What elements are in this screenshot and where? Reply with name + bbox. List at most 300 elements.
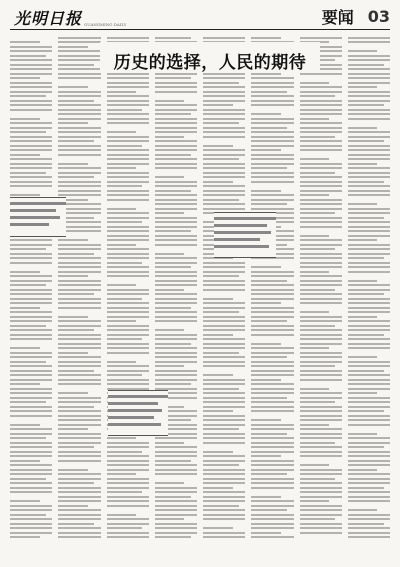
text-line: [155, 284, 197, 286]
text-line: [203, 343, 245, 345]
text-line: [107, 532, 149, 534]
text-line: [251, 91, 287, 93]
text-line: [300, 518, 336, 520]
text-line: [251, 397, 287, 399]
text-line: [155, 176, 185, 178]
text-line: [348, 487, 384, 489]
text-line: [10, 181, 52, 183]
text-line: [155, 244, 197, 246]
text-line: [107, 140, 149, 142]
text-line: [58, 361, 100, 363]
text-line: [300, 91, 342, 93]
text-line: [107, 527, 143, 529]
text-line: [300, 464, 330, 466]
text-line: [155, 320, 197, 322]
text-line: [348, 392, 378, 394]
text-line: [203, 104, 233, 106]
text-line: [10, 163, 52, 165]
text-line: [203, 91, 245, 93]
text-line: [107, 145, 143, 147]
text-line: [300, 491, 342, 493]
text-line: [251, 478, 293, 480]
text-line: [251, 145, 293, 147]
text-line: [58, 64, 94, 66]
text-line: [58, 239, 88, 241]
text-line: [251, 77, 293, 79]
text-line: [155, 77, 191, 79]
text-line: [58, 77, 100, 79]
text-line: [203, 289, 245, 291]
text-line: [107, 190, 149, 192]
text-line: [10, 131, 46, 133]
text-line: [203, 131, 245, 133]
text-line: [58, 185, 100, 187]
text-line: [58, 428, 88, 430]
text-line: [155, 100, 185, 102]
text-line: [155, 118, 197, 120]
quote-line: [10, 223, 49, 226]
text-line: [300, 370, 342, 372]
text-line: [155, 356, 197, 358]
text-line: [300, 136, 336, 138]
column-7: [300, 34, 342, 559]
text-line: [203, 127, 245, 129]
text-line: [10, 536, 40, 538]
text-line: [10, 374, 52, 376]
text-line: [107, 280, 149, 282]
text-line: [251, 415, 293, 417]
text-line: [348, 289, 390, 291]
text-line: [300, 230, 342, 232]
text-line: [251, 370, 293, 372]
text-line: [10, 154, 40, 156]
text-line: [10, 433, 52, 435]
text-line: [348, 208, 390, 210]
text-line: [10, 145, 52, 147]
text-line: [107, 239, 149, 241]
text-line: [251, 451, 293, 453]
text-line: [203, 37, 245, 39]
text-line: [10, 64, 52, 66]
text-line: [58, 496, 100, 498]
text-line: [300, 226, 342, 228]
text-line: [348, 226, 390, 228]
text-line: [203, 406, 245, 408]
text-line: [10, 172, 46, 174]
text-line: [300, 482, 342, 484]
text-line: [107, 284, 137, 286]
text-line: [58, 37, 100, 39]
page-number: 03: [367, 6, 390, 26]
text-line: [10, 442, 52, 444]
text-line: [58, 343, 100, 345]
text-line: [251, 158, 293, 160]
text-line: [348, 280, 378, 282]
text-line: [58, 419, 100, 421]
text-line: [251, 122, 293, 124]
text-line: [155, 226, 197, 228]
text-line: [58, 253, 94, 255]
quote-box-2: [214, 212, 276, 258]
text-line: [203, 392, 245, 394]
text-line: [203, 383, 245, 385]
text-line: [58, 514, 100, 516]
text-line: [155, 500, 197, 502]
text-line: [348, 473, 390, 475]
text-line: [10, 356, 52, 358]
text-line: [348, 334, 384, 336]
text-line: [58, 118, 100, 120]
text-line: [10, 302, 52, 304]
text-line: [107, 356, 149, 358]
text-line: [300, 392, 342, 394]
text-line: [58, 289, 100, 291]
text-line: [251, 284, 293, 286]
text-line: [10, 424, 40, 426]
text-line: [300, 388, 330, 390]
text-line: [203, 172, 245, 174]
text-line: [300, 478, 336, 480]
text-line: [10, 410, 52, 412]
text-line: [58, 104, 100, 106]
text-line: [348, 50, 378, 52]
text-line: [58, 145, 100, 147]
text-line: [10, 95, 46, 97]
text-line: [155, 203, 197, 205]
text-line: [348, 136, 390, 138]
text-line: [155, 271, 197, 273]
text-line: [10, 289, 52, 291]
text-line: [155, 446, 197, 448]
text-line: [251, 446, 293, 448]
text-line: [300, 379, 342, 381]
text-line: [155, 136, 185, 138]
text-line: [107, 509, 149, 511]
text-line: [300, 307, 342, 309]
text-line: [251, 388, 293, 390]
text-line: [58, 271, 100, 273]
text-line: [10, 532, 52, 534]
text-line: [107, 275, 149, 277]
text-line: [300, 298, 342, 300]
text-line: [155, 509, 197, 511]
text-line: [155, 473, 197, 475]
text-line: [58, 338, 100, 340]
text-line: [10, 451, 52, 453]
text-line: [203, 95, 245, 97]
text-line: [58, 464, 100, 466]
text-line: [251, 473, 287, 475]
text-line: [10, 518, 52, 520]
text-line: [58, 532, 100, 534]
text-line: [251, 536, 293, 538]
text-line: [155, 221, 197, 223]
text-line: [58, 523, 94, 525]
text-line: [348, 446, 384, 448]
text-line: [300, 505, 342, 507]
text-line: [58, 68, 100, 70]
text-line: [107, 253, 149, 255]
text-line: [58, 131, 100, 133]
text-line: [107, 482, 149, 484]
text-line: [348, 383, 390, 385]
text-line: [251, 208, 293, 210]
text-line: [107, 158, 149, 160]
text-line: [203, 523, 245, 525]
text-line: [58, 334, 100, 336]
text-line: [10, 397, 52, 399]
text-line: [107, 500, 149, 502]
text-line: [348, 401, 390, 403]
text-line: [107, 352, 149, 354]
text-line: [251, 433, 287, 435]
text-line: [155, 109, 197, 111]
section-title: 要闻: [321, 7, 354, 27]
quote-line: [10, 216, 60, 219]
text-line: [348, 127, 378, 129]
quote-line: [10, 202, 66, 205]
column-3: [107, 34, 149, 559]
text-line: [107, 77, 149, 79]
text-line: [348, 41, 390, 43]
text-line: [251, 280, 287, 282]
text-line: [58, 154, 100, 156]
text-line: [10, 460, 40, 462]
text-line: [348, 203, 378, 205]
text-line: [300, 109, 342, 111]
text-line: [251, 203, 287, 205]
text-line: [348, 311, 390, 313]
text-line: [348, 262, 390, 264]
text-line: [10, 253, 52, 255]
text-line: [251, 298, 293, 300]
text-line: [10, 50, 52, 52]
text-line: [58, 293, 94, 295]
text-line: [155, 289, 185, 291]
text-line: [348, 491, 390, 493]
text-line: [251, 118, 293, 120]
text-line: [300, 446, 342, 448]
quote-line: [214, 224, 267, 227]
text-line: [203, 86, 245, 88]
text-line: [155, 37, 191, 39]
text-line: [300, 469, 342, 471]
text-line: [251, 95, 293, 97]
text-line: [58, 473, 100, 475]
text-line: [348, 244, 390, 246]
text-line: [107, 185, 143, 187]
text-line: [107, 136, 149, 138]
text-line: [155, 437, 197, 439]
text-line: [107, 329, 149, 331]
text-line: [203, 451, 233, 453]
text-line: [300, 266, 342, 268]
text-line: [58, 460, 100, 462]
text-line: [348, 266, 390, 268]
quote-line: [214, 217, 276, 220]
text-line: [251, 266, 281, 268]
text-line: [58, 172, 100, 174]
text-line: [107, 257, 149, 259]
text-line: [203, 437, 245, 439]
text-line: [203, 203, 245, 205]
text-line: [251, 379, 281, 381]
text-line: [155, 95, 197, 97]
text-line: [348, 496, 390, 498]
text-line: [58, 127, 100, 129]
text-line: [10, 275, 52, 277]
text-line: [155, 235, 197, 237]
text-line: [251, 424, 293, 426]
text-line: [155, 230, 191, 232]
text-line: [300, 217, 342, 219]
text-line: [203, 460, 245, 462]
text-line: [107, 437, 137, 439]
text-line: [155, 167, 197, 169]
quote-line: [214, 238, 260, 241]
text-line: [203, 500, 245, 502]
text-line: [155, 149, 197, 151]
text-line: [58, 280, 100, 282]
text-line: [348, 77, 390, 79]
text-line: [251, 392, 293, 394]
text-line: [10, 316, 52, 318]
text-line: [348, 302, 390, 304]
text-line: [348, 172, 390, 174]
text-line: [10, 127, 52, 129]
text-line: [300, 262, 342, 264]
text-line: [10, 167, 52, 169]
text-line: [251, 131, 293, 133]
text-line: [348, 82, 390, 84]
text-line: [300, 343, 342, 345]
text-line: [10, 329, 52, 331]
text-line: [203, 293, 245, 295]
text-line: [58, 55, 100, 57]
text-line: [10, 352, 52, 354]
text-line: [348, 59, 390, 61]
text-line: [203, 145, 233, 147]
text-line: [251, 356, 287, 358]
text-line: [58, 410, 100, 412]
text-line: [58, 518, 100, 520]
text-line: [58, 163, 88, 165]
text-line: [10, 469, 52, 471]
text-line: [155, 154, 191, 156]
newspaper-logo: 光明日报: [14, 8, 83, 28]
text-line: [300, 401, 336, 403]
text-line: [10, 392, 52, 394]
text-line: [10, 482, 52, 484]
text-line: [107, 311, 149, 313]
text-line: [348, 230, 390, 232]
text-line: [251, 140, 293, 142]
text-line: [58, 244, 100, 246]
text-line: [107, 82, 149, 84]
text-line: [58, 257, 100, 259]
text-line: [348, 91, 390, 93]
text-line: [107, 163, 149, 165]
text-line: [348, 419, 390, 421]
text-line: [203, 428, 239, 430]
text-line: [348, 410, 384, 412]
text-line: [58, 329, 94, 331]
text-line: [251, 482, 293, 484]
text-line: [251, 316, 293, 318]
text-line: [107, 455, 149, 457]
text-line: [155, 370, 197, 372]
quote-line: [214, 231, 271, 234]
text-line: [251, 401, 293, 403]
text-line: [348, 505, 390, 507]
text-line: [10, 428, 52, 430]
text-line: [203, 496, 245, 498]
text-line: [107, 221, 143, 223]
text-line: [348, 406, 390, 408]
text-line: [155, 361, 197, 363]
text-line: [251, 325, 293, 327]
text-line: [300, 415, 342, 417]
text-line: [155, 532, 197, 534]
text-line: [107, 343, 149, 345]
text-line: [300, 239, 342, 241]
text-line: [107, 118, 149, 120]
text-line: [300, 487, 342, 489]
text-line: [348, 275, 390, 277]
text-line: [348, 167, 390, 169]
text-line: [10, 244, 52, 246]
text-line: [155, 379, 197, 381]
text-line: [10, 500, 40, 502]
text-line: [58, 347, 100, 349]
text-line: [251, 406, 293, 408]
text-line: [203, 163, 245, 165]
text-line: [203, 478, 245, 480]
text-line: [203, 491, 245, 493]
text-line: [155, 104, 197, 106]
text-line: [155, 347, 197, 349]
text-line: [300, 338, 342, 340]
text-line: [348, 131, 390, 133]
text-line: [300, 334, 342, 336]
text-line: [155, 194, 197, 196]
text-line: [10, 455, 52, 457]
text-line: [10, 514, 46, 516]
text-line: [58, 500, 100, 502]
text-line: [348, 86, 378, 88]
text-line: [107, 320, 137, 322]
text-line: [251, 361, 293, 363]
text-line: [300, 248, 336, 250]
text-line: [300, 82, 330, 84]
text-line: [203, 455, 245, 457]
text-line: [300, 149, 342, 151]
text-line: [203, 158, 239, 160]
text-line: [348, 460, 390, 462]
text-line: [155, 343, 191, 345]
text-line: [203, 271, 245, 273]
text-line: [107, 154, 149, 156]
text-line: [107, 514, 137, 516]
text-line: [58, 437, 100, 439]
text-line: [58, 455, 100, 457]
text-line: [10, 478, 46, 480]
text-line: [10, 122, 52, 124]
text-line: [58, 262, 100, 264]
text-line: [155, 172, 197, 174]
text-line: [155, 442, 185, 444]
text-line: [348, 145, 390, 147]
